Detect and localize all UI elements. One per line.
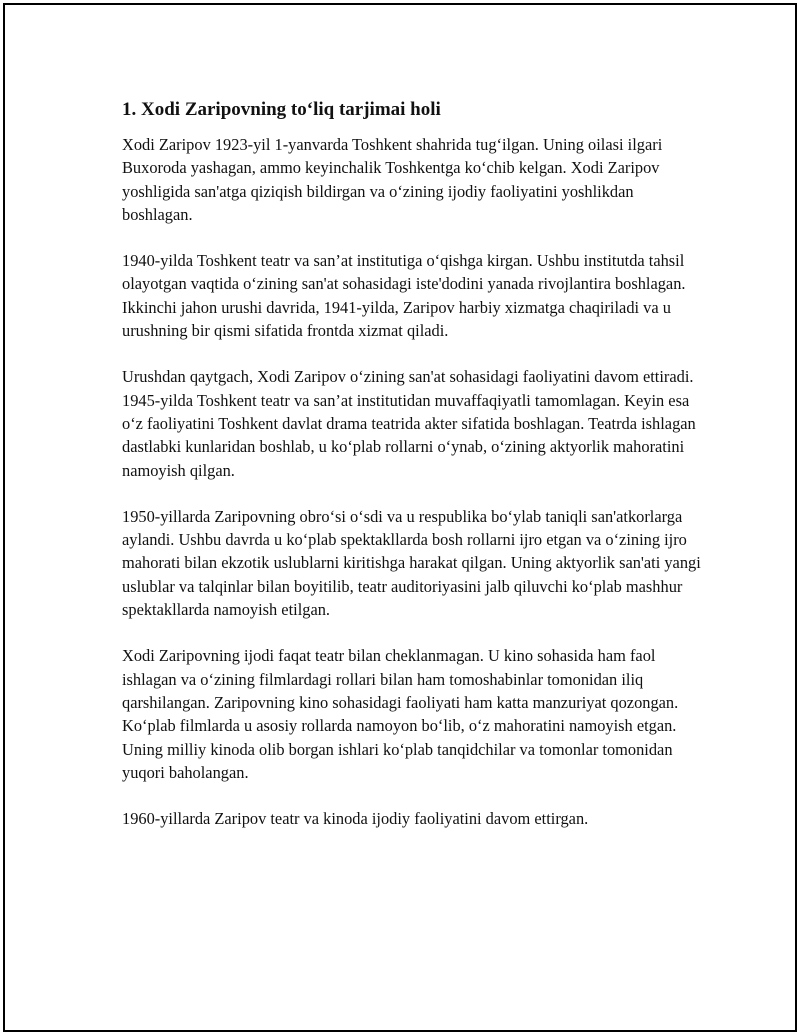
paragraph-6: 1960-yillarda Zaripov teatr va kinoda ijodiy faoliyatini davom ettirgan. — [122, 809, 589, 829]
paragraph-4: 1950-yillarda Zaripovning obro‘si o‘sdi va u respublika bo‘ylab taniqli san'atkorlarga aylandi. Ushbu davrda u ko‘plab spektakllarda bosh rollarni ijro etgan va o‘zining ijro mahorati bilan ekzotik uslublarni kiritishga harakat qilgan. Uning aktyorlik san'ati yangi uslublar va talqinlar bilan boyitilib, teatr auditoriyasini jalb qiluvchi ko‘plab mashhur spektakllarda namoyish etilgan. — [122, 506, 701, 620]
paragraph-1: Xodi Zaripov 1923-yil 1-yanvarda Toshkent shahrida tug‘ilgan. Uning oilasi ilgari Buxoroda yashagan, ammo keyinchalik Toshkentga ko‘chib kelgan. Xodi Zaripov yoshligida san'atga qiziqish bildirgan va o‘zining ijodiy faoliyatini yoshlikdan boshlagan. — [122, 135, 663, 224]
paragraph-5: Xodi Zaripovning ijodi faqat teatr bilan cheklanmagan. U kino sohasida ham faol ishlagan va o‘zining filmlardagi rollari bilan ham tomoshabinlar tomonidan iliq qarshilangan. Zaripovning kino sohasidagi faoliyati ham katta manzuriyat qozongan. Ko‘plab filmlarda u asosiy rollarda namoyon bo‘lib, o‘z mahoratini namoyish etgan. Uning milliy kinoda olib borgan ishlari ko‘plab tanqidchilar va tomonlar tomonidan yuqori baholangan. — [122, 646, 679, 782]
paragraph-2: 1940-yilda Toshkent teatr va san’at institutiga o‘qishga kirgan. Ushbu institutda tahsil olayotgan vaqtida o‘zining san'at sohasidagi iste'dodini yanada rivojlantira boshlagan. Ikkinchi jahon urushi davrida, 1941-yilda, Zaripov harbiy xizmatga chaqiriladi va u urushning bir qismi sifatida frontda xizmat qiladi. — [122, 251, 686, 341]
document-body — [122, 97, 702, 830]
document-title: 1. Xodi Zaripovning to‘liq tarjimai holi — [122, 99, 441, 120]
document-page — [3, 3, 797, 1032]
paragraph-3: Urushdan qaytgach, Xodi Zaripov o‘zining san'at sohasidagi faoliyatini davom ettiradi. 1945-yilda Toshkent teatr va san’at institutidan muvaffaqiyatli tamomlagan. Keyin esa o‘z faoliyatini Toshkent davlat drama teatrida akter sifatida boshlagan. Teatrda ishlagan dastlabki kunlaridan boshlab, u ko‘plab rollarni o‘ynab, o‘zining aktyorlik mahoratini namoyish qilgan. — [122, 367, 696, 480]
